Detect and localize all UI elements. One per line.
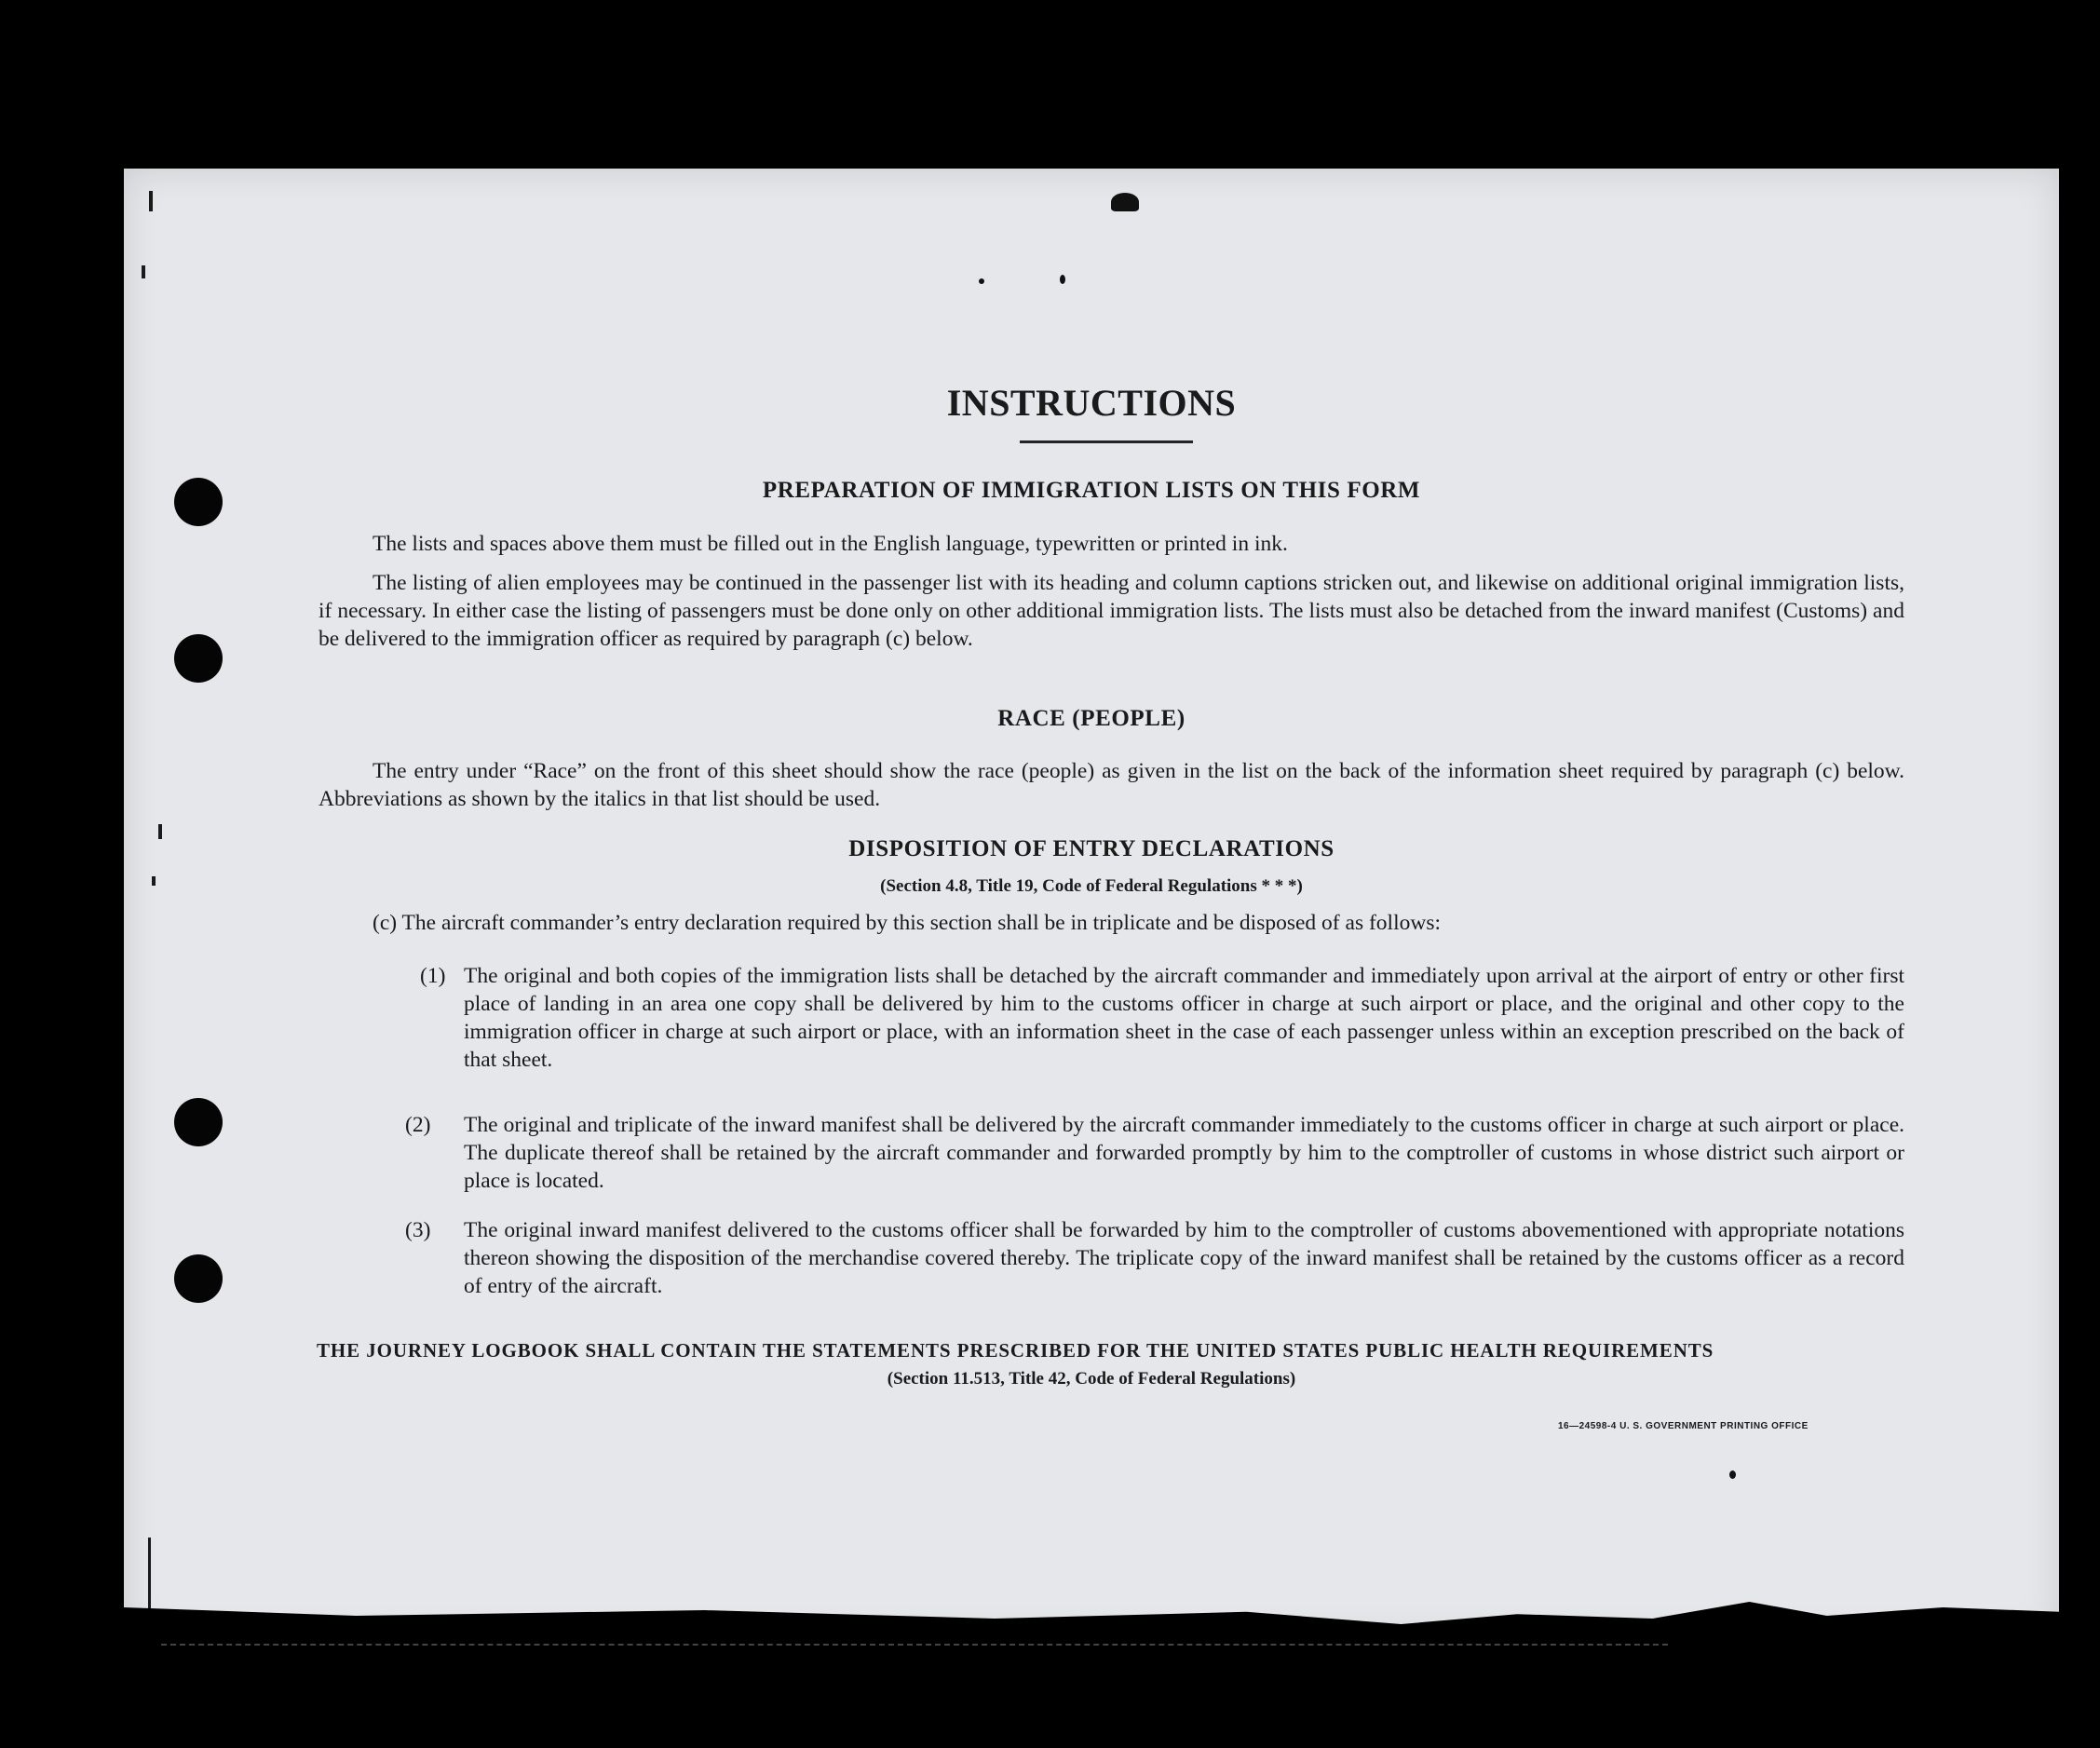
perforation-line — [161, 1644, 1668, 1646]
ink-speck — [1729, 1470, 1736, 1479]
ink-speck — [1060, 275, 1065, 284]
list-item-3 — [405, 1216, 1904, 1300]
list-item-number: (2) — [405, 1113, 431, 1137]
list-item-number: (1) — [420, 964, 446, 988]
title-rule — [1020, 440, 1193, 443]
list-item-text: The original inward manifest delivered to the customs officer shall be forwarded by him to the comptroller of customs abovementioned with appropriate notations thereon showing the disposition of the merchandise covered thereby. The triplicate copy of the inward manifest shall be retained by the customs officer as a record of entry of the aircraft. — [464, 1218, 1904, 1298]
section-citation: (Section 4.8, Title 19, Code of Federal Regulations * * *) — [880, 876, 1303, 896]
punch-hole — [174, 1098, 223, 1146]
section-heading-disposition: DISPOSITION OF ENTRY DECLARATIONS — [848, 836, 1335, 861]
list-item-text: The original and triplicate of the inward manifest shall be delivered by the aircraft commander immediately to the customs officer in charge at such airport or place. The duplicate thereof shall be retained by the aircraft commander and forwarded promptly by him to the comptroller of customs in whose district such airport or place is located. — [464, 1113, 1904, 1193]
paragraph-race: The entry under “Race” on the front of this sheet should show the race (people) as given in the list on the back of the information sheet required by paragraph (c) below. Abbreviations as shown by the italics in that list should be used. — [318, 759, 1904, 811]
health-requirements-citation: (Section 11.513, Title 42, Code of Federal Regulations) — [887, 1369, 1296, 1389]
edge-mark — [149, 191, 153, 211]
document-sheet — [124, 169, 2059, 1640]
edge-mark — [142, 265, 145, 278]
punch-hole — [174, 634, 223, 683]
paragraph-alien-employees: The listing of alien employees may be continued in the passenger list with its heading and column captions stricken out, and likewise on additional original immigration lists, if necessary. In either case the listing of passengers must be done only on other additional immigration lists. The lists must also be detached from the inward manifest (Customs) and be delivered to the immigration officer as required by paragraph (c) below. — [318, 571, 1904, 651]
ink-speck — [1111, 193, 1139, 211]
ink-speck — [979, 278, 984, 284]
health-requirements-statement: THE JOURNEY LOGBOOK SHALL CONTAIN THE STATEMENTS PRESCRIBED FOR THE UNITED STATES PUBLIC HEALTH REQUIREMENTS — [317, 1339, 1714, 1362]
printing-office-code: 16—24598-4 U. S. GOVERNMENT PRINTING OFFICE — [1558, 1421, 1809, 1431]
page-title: INSTRUCTIONS — [946, 382, 1237, 424]
paragraph-language: The lists and spaces above them must be filled out in the English language, typewritten or printed in ink. — [373, 532, 1288, 556]
list-item-text: The original and both copies of the immigration lists shall be detached by the aircraft commander and immediately upon arrival at the airport of entry or other first place of landing in an area one copy shall be delivered by him to the customs officer in charge at such airport or place, and the original and other copy to the immigration officer in charge at such airport or place, with an information sheet in the case of each passenger unless within an exception prescribed on the back of that sheet. — [464, 964, 1904, 1072]
section-heading-preparation: PREPARATION OF IMMIGRATION LISTS ON THIS FORM — [762, 478, 1421, 503]
section-heading-race: RACE (PEOPLE) — [997, 706, 1185, 731]
list-item-number: (3) — [405, 1218, 431, 1242]
list-item-1 — [420, 962, 1904, 1074]
list-item-2 — [405, 1111, 1904, 1195]
paragraph-lead-c: (c) The aircraft commander’s entry declaration required by this section shall be in triplicate and be disposed of as follows: — [373, 911, 1441, 935]
punch-hole — [174, 1254, 223, 1303]
